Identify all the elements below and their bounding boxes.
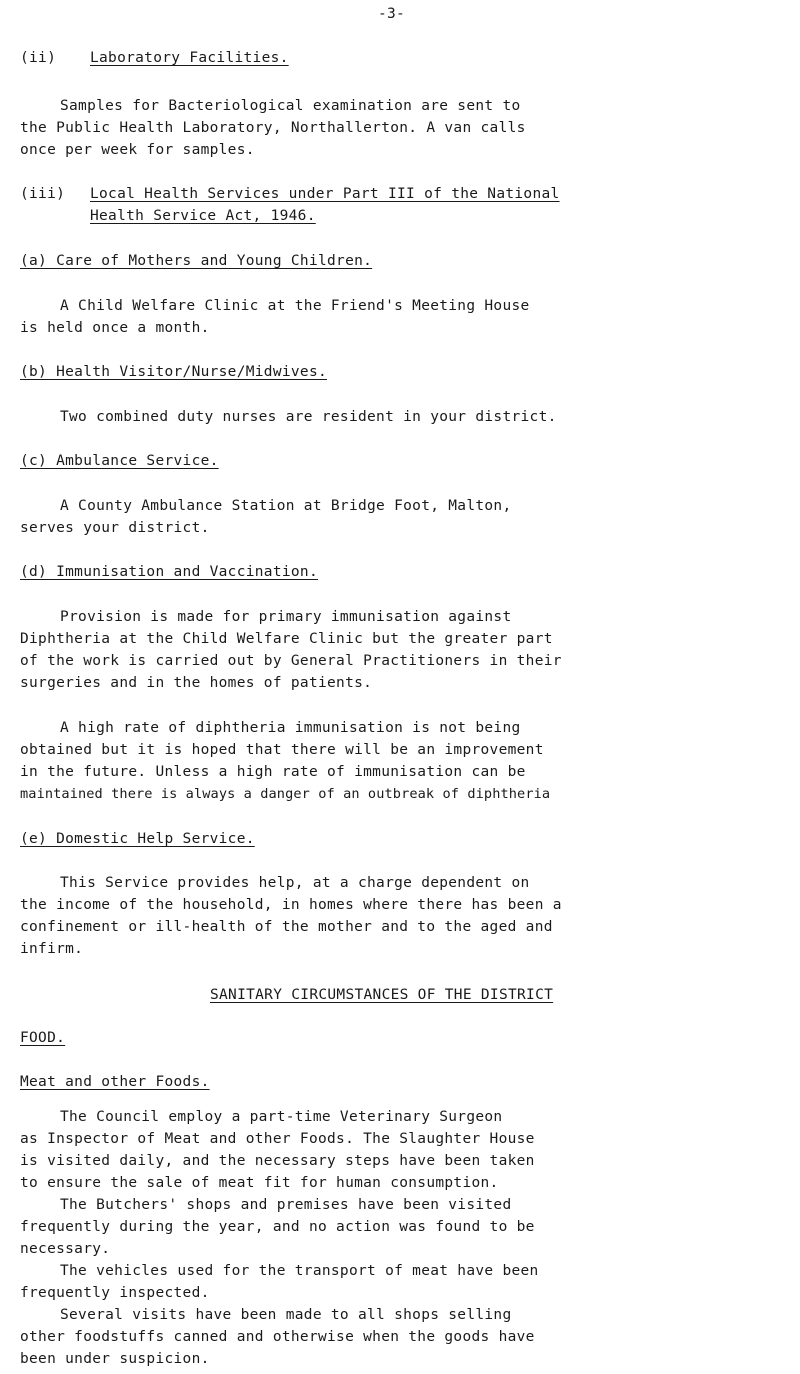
paragraph-line: Samples for Bacteriological examination are sent to <box>60 98 521 114</box>
paragraph-line: The vehicles used for the transport of meat have been <box>60 1263 539 1279</box>
paragraph-line: is visited daily, and the necessary steps have been taken <box>20 1153 535 1169</box>
paragraph-line: Several visits have been made to all shops selling <box>60 1307 512 1323</box>
paragraph-line: other foodstuffs canned and otherwise when the goods have <box>20 1329 535 1345</box>
subsection-heading-domestic-help: (e) Domestic Help Service. <box>20 831 255 847</box>
paragraph-line: Diphtheria at the Child Welfare Clinic but the greater part <box>20 631 553 647</box>
paragraph-line: necessary. <box>20 1241 111 1257</box>
paragraph-line: is held once a month. <box>20 320 210 336</box>
subsection-heading-immunisation: (d) Immunisation and Vaccination. <box>20 564 318 580</box>
paragraph-line: once per week for samples. <box>20 142 255 158</box>
paragraph-line: The Butchers' shops and premises have been visited <box>60 1197 512 1213</box>
paragraph-line: to ensure the sale of meat fit for human consumption. <box>20 1175 499 1191</box>
paragraph-line: Provision is made for primary immunisation against <box>60 609 512 625</box>
paragraph-line: frequently during the year, and no action was found to be <box>20 1219 535 1235</box>
paragraph-line: maintained there is always a danger of an outbreak of diphtheria <box>20 786 551 802</box>
paragraph-line: A high rate of diphtheria immunisation is not being <box>60 720 521 736</box>
paragraph-line: A Child Welfare Clinic at the Friend's Meeting House <box>60 298 530 314</box>
paragraph-line: as Inspector of Meat and other Foods. The Slaughter House <box>20 1131 535 1147</box>
subsection-heading-meat: Meat and other Foods. <box>20 1074 210 1090</box>
paragraph-line: of the work is carried out by General Practitioners in their <box>20 653 562 669</box>
section-number-iii: (iii) <box>20 186 66 202</box>
paragraph-line: surgeries and in the homes of patients. <box>20 675 373 691</box>
subsection-heading-health-visitor: (b) Health Visitor/Nurse/Midwives. <box>20 364 328 380</box>
paragraph-line: The Council employ a part-time Veterinary Surgeon <box>60 1109 503 1125</box>
section-heading-sanitary: SANITARY CIRCUMSTANCES OF THE DISTRICT <box>210 987 554 1003</box>
section-heading-local-health: Local Health Services under Part III of the National <box>90 186 560 202</box>
section-number-ii: (ii) <box>20 50 57 66</box>
paragraph-line: infirm. <box>20 941 84 957</box>
paragraph-line: This Service provides help, at a charge dependent on <box>60 875 530 891</box>
paragraph-line: serves your district. <box>20 520 210 536</box>
paragraph-line: the Public Health Laboratory, Northallerton. A van calls <box>20 120 526 136</box>
paragraph-line: been under suspicion. <box>20 1351 210 1367</box>
paragraph-line: Two combined duty nurses are resident in your district. <box>60 409 557 425</box>
section-heading-laboratory: Laboratory Facilities. <box>90 50 289 66</box>
paragraph-line: the income of the household, in homes where there has been a <box>20 897 562 913</box>
paragraph-line: A County Ambulance Station at Bridge Foot, Malton, <box>60 498 512 514</box>
paragraph-line: confinement or ill-health of the mother and to the aged and <box>20 919 553 935</box>
paragraph-line: in the future. Unless a high rate of immunisation can be <box>20 764 526 780</box>
subsection-heading-ambulance: (c) Ambulance Service. <box>20 453 219 469</box>
subsection-heading-food: FOOD. <box>20 1030 66 1046</box>
page-number: -3- <box>378 6 406 22</box>
section-heading-local-health-cont: Health Service Act, 1946. <box>90 208 316 224</box>
paragraph-line: frequently inspected. <box>20 1285 210 1301</box>
subsection-heading-care-mothers: (a) Care of Mothers and Young Children. <box>20 253 373 269</box>
paragraph-line: obtained but it is hoped that there will be an improvement <box>20 742 544 758</box>
